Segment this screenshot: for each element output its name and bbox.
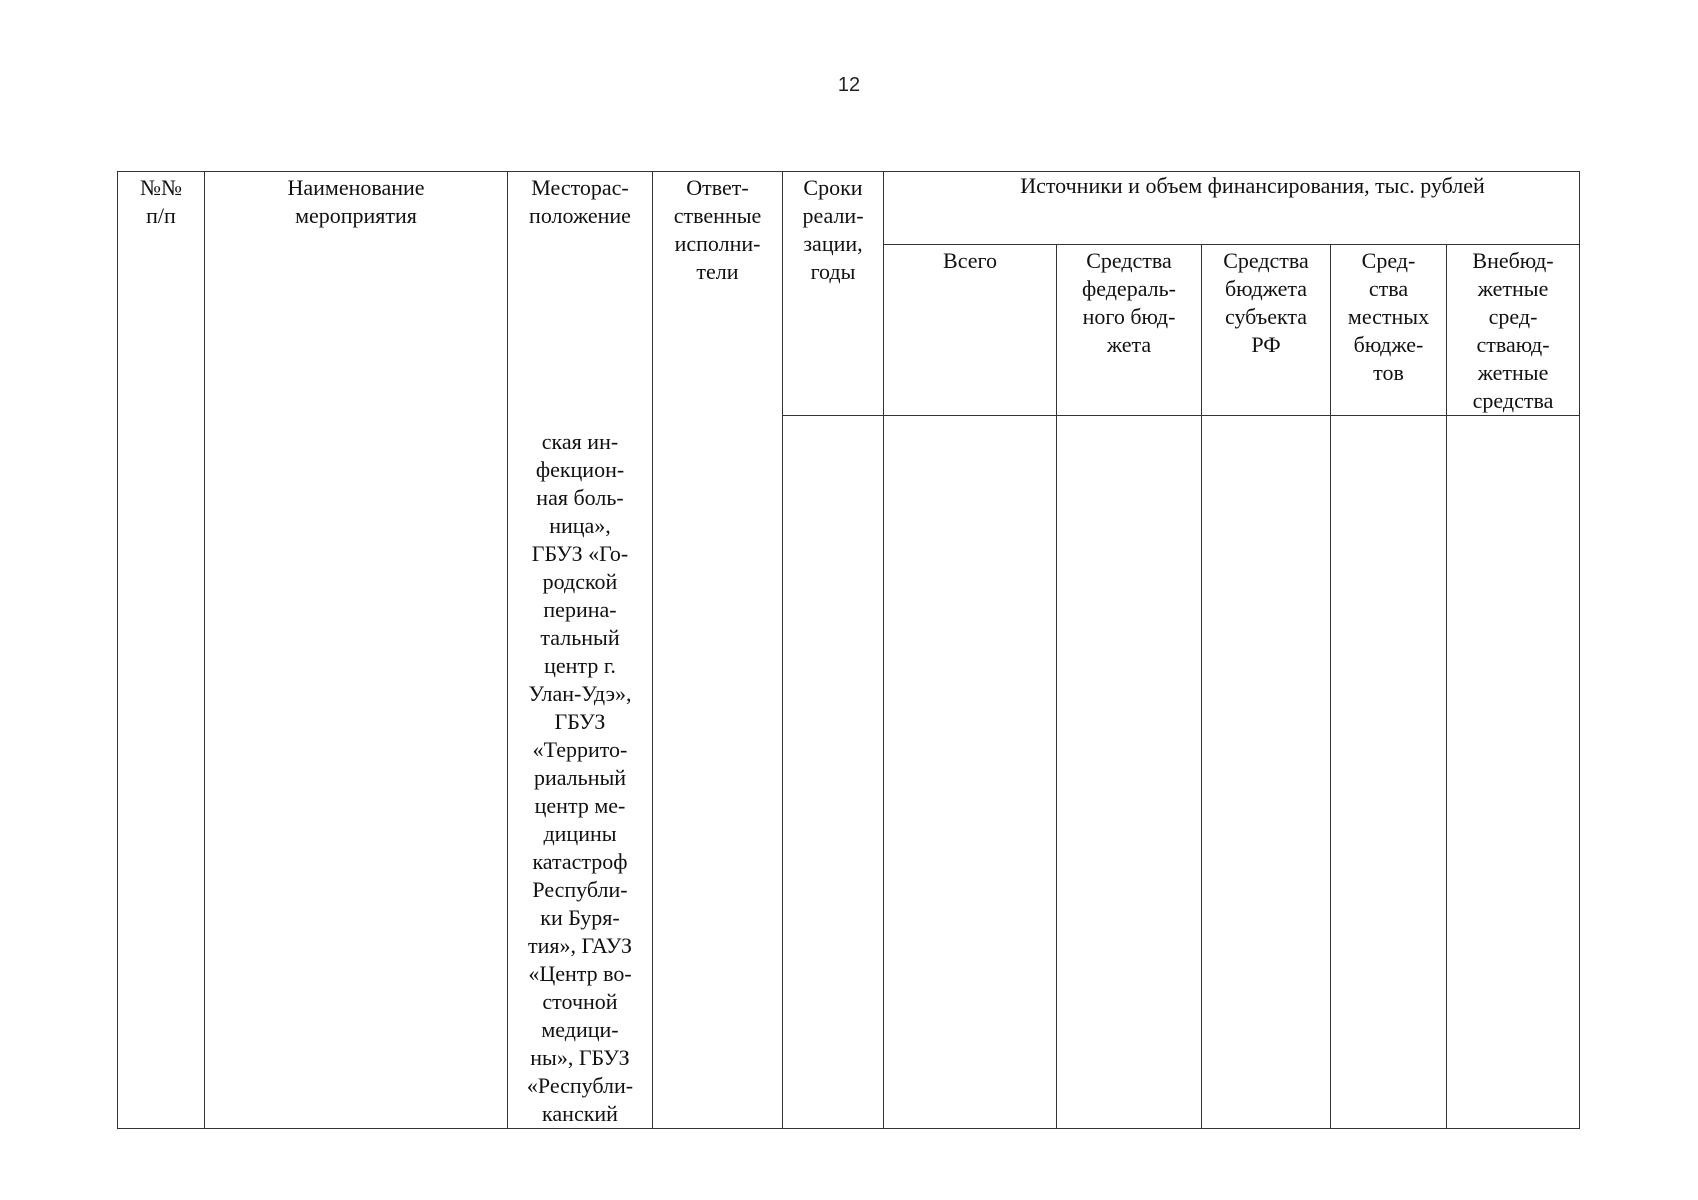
- cell-local: [1331, 416, 1447, 1129]
- header-row-1: [118, 172, 1580, 245]
- header-location: Месторас- положение: [529, 175, 631, 228]
- header-total: Всего: [884, 245, 1057, 416]
- cell-total: [884, 416, 1057, 1129]
- header-subject: Средства бюджета субъекта РФ: [1202, 245, 1331, 416]
- header-name: Наименование мероприятия: [205, 172, 508, 1129]
- cell-subject: [1202, 416, 1331, 1129]
- header-federal: Средства федераль- ного бюд- жета: [1057, 245, 1202, 416]
- cell-terms: [783, 416, 884, 1129]
- header-local: Сред- ства местных бюдже- тов: [1331, 245, 1447, 416]
- location-text: ская ин- фекцион- ная боль- ница», ГБУЗ «Го- родской перина- тальный центр г. Улан-Удэ», ГБУЗ «Террито- риальный центр ме- дицины катастроф Республи- ки Буря- тия», ГАУЗ «Центр во- сточной медици- ны», ГБУЗ «Республи- канский: [526, 429, 634, 1126]
- page-number: 12: [837, 74, 861, 96]
- cell-extrabudget: [1447, 416, 1580, 1129]
- header-num: №№ п/п: [118, 172, 205, 1129]
- cell-location: [508, 172, 653, 1129]
- header-terms: Сроки реали- зации, годы: [783, 172, 884, 416]
- financing-table: [117, 171, 1580, 1129]
- header-financing: Источники и объем финансирования, тыс. рублей: [884, 172, 1580, 245]
- header-extrabudget: Внебюд- жетные сред- стваюд- жетные средства: [1447, 245, 1580, 416]
- cell-federal: [1057, 416, 1202, 1129]
- header-responsible: Ответ- ственные исполни- тели: [653, 172, 783, 1129]
